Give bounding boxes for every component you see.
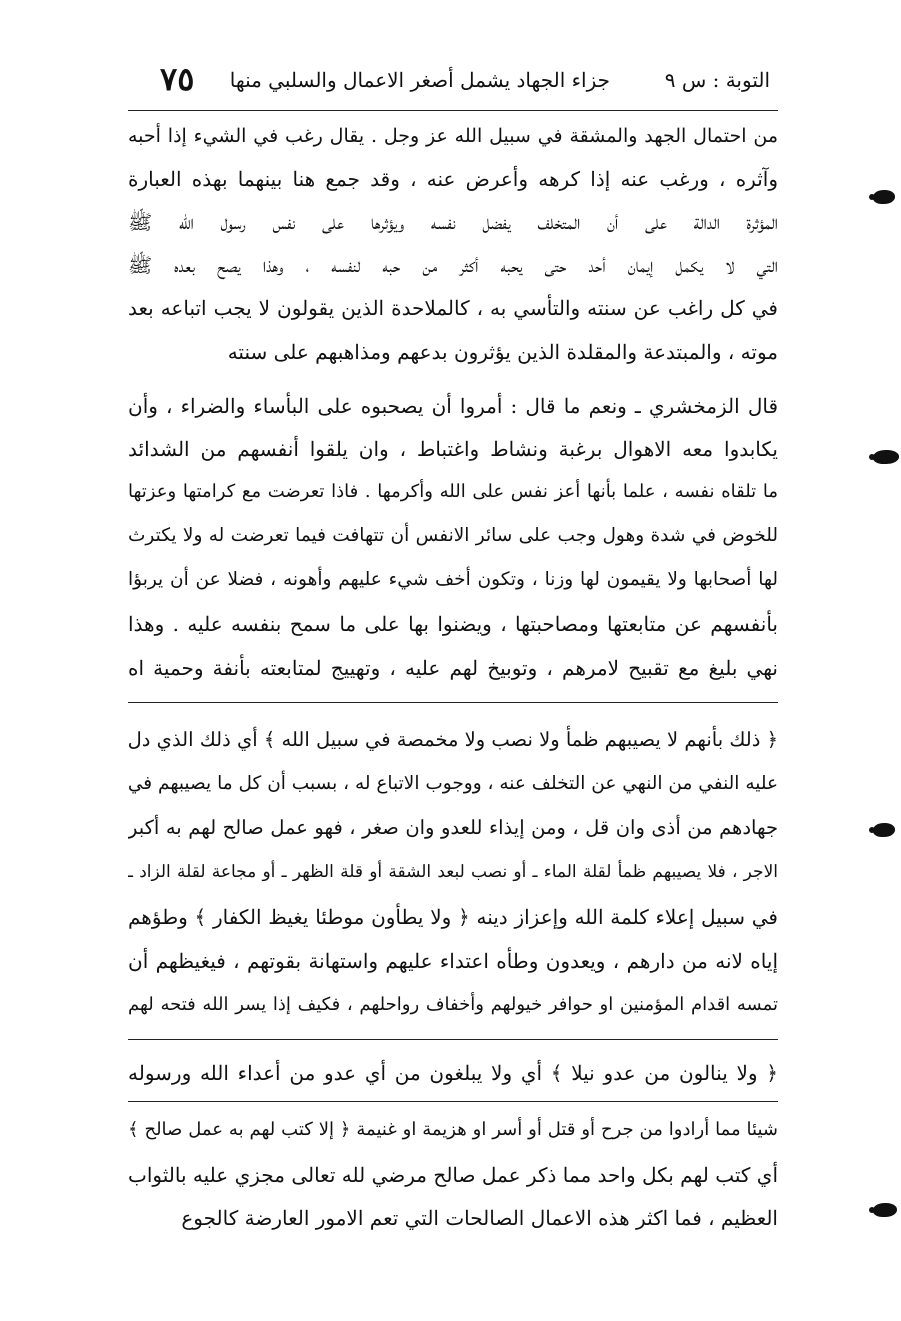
- header-rule: [128, 110, 778, 111]
- text-line: ما تلقاه نفسه ، علما بأنها أعز نفس على الله وأكرمها . فاذا تعرضت مع كرامتها وعزتها: [128, 481, 778, 502]
- text-line: الاجر ، فلا يصيبهم ظمأ لقلة الماء ـ أو نصب لبعد الشقة أو قلة الظهر ـ أو مجاعة لقلة الزاد ـ: [128, 862, 778, 882]
- text-line: التي لا يكمل إيمان أحد حتى يحبه أكثر من حبه لنفسه ، وهذا يصح بعده ﷺ: [128, 253, 778, 277]
- text-line: قال الزمخشري ـ ونعم ما قال : أمروا أن يصحبوه على البأساء والضراء ، وأن: [128, 394, 778, 418]
- text-line: شيئا مما أرادوا من جرح أو قتل أو أسر او هزيمة او غنيمة ﴿ إلا كتب لهم به عمل صالح ﴾: [128, 1119, 778, 1140]
- text-line: في كل راغب عن سنته والتأسي به ، كالملاحدة الذين يقولون لا يجب اتباعه بعد: [128, 296, 778, 320]
- text-line: جهادهم من أذى وان قل ، ومن إيذاء للعدو وان صغر ، فهو عمل صالح لهم به أكبر: [128, 816, 778, 839]
- text-line: ﴿ ولا ينالون من عدو نيلا ﴾ أي ولا يبلغون من أي عدو من أعداء الله ورسوله: [128, 1061, 778, 1085]
- text-line: يكابدوا معه الاهوال برغبة ونشاط واغتباط ، وان يلقوا أنفسهم من الشدائد: [128, 437, 778, 461]
- margin-mark: [873, 1203, 897, 1217]
- header-title: جزاء الجهاد يشمل أصغر الاعمال والسلبي منها: [229, 68, 610, 92]
- text-line: نهي بليغ مع تقبيح لامرهم ، وتوبيخ لهم عليه ، وتهييج لمتابعته بأنفة وحمية اه: [128, 656, 778, 680]
- text-line: موته ، والمبتدعة والمقلدة الذين يؤثرون بدعهم ومذاهبهم على سنته: [227, 340, 778, 364]
- text-line: للخوض في شدة وهول وجب على سائر الانفس أن تتهافت فيما تعرضت له ولا يكترث: [128, 525, 778, 546]
- header-surah-verse: التوبة : س ٩: [664, 68, 770, 92]
- section-divider: [128, 702, 778, 703]
- text-line: إياه لانه من دارهم ، ويعدون وطأه اعتداء عليهم واستهانة بقوتهم ، فيغيظهم أن: [128, 949, 778, 973]
- section-divider: [128, 1101, 778, 1102]
- text-line: لها أصحابها ولا يقيمون لها وزنا ، وتكون أخف شيء عليهم وأهونه ، فضلا عن أن يربؤا: [128, 569, 778, 590]
- section-divider: [128, 1039, 778, 1040]
- text-line: ﴿ ذلك بأنهم لا يصيبهم ظمأ ولا نصب ولا مخمصة في سبيل الله ﴾ أي ذلك الذي دل: [128, 728, 778, 751]
- margin-mark: [873, 450, 899, 464]
- text-line: وآثره ، ورغب عنه إذا كرهه وأعرض عنه ، وقد جمع هنا بينهما بهذه العبارة: [128, 167, 778, 191]
- text-line: أي كتب لهم بكل واحد مما ذكر عمل صالح مرضي لله تعالى مجزي عليه بالثواب: [128, 1163, 778, 1187]
- text-line: في سبيل إعلاء كلمة الله وإعزاز دينه ﴿ ولا يطأون موطئا يغيظ الكفار ﴾ وطؤهم: [128, 905, 778, 929]
- text-line: المؤثرة الدالة على أن المتخلف يفضل نفسه ويؤثرها على نفس رسول الله ﷺ: [128, 210, 778, 234]
- text-line: من احتمال الجهد والمشقة في سبيل الله عز وجل . يقال رغب في الشيء إذا أحبه: [128, 125, 778, 147]
- text-line: العظيم ، فما اكثر هذه الاعمال الصالحات التي تعم الامور العارضة كالجوع: [181, 1206, 778, 1230]
- text-line: تمسه اقدام المؤمنين او حوافر خيولهم وأخفاف رواحلهم ، فكيف إذا يسر الله فتحه لهم: [128, 994, 778, 1015]
- page-number: ٧٥: [160, 60, 195, 98]
- running-header: [120, 58, 770, 108]
- text-line: عليه النفي من النهي عن التخلف عنه ، ووجوب الاتباع له ، بسبب أن كل ما يصيبهم في: [128, 773, 778, 794]
- margin-mark: [873, 190, 895, 204]
- text-line: بأنفسهم عن متابعتها ومصاحبتها ، ويضنوا بها على ما سمح بنفسه عليه . وهذا: [128, 612, 778, 636]
- margin-mark: [873, 823, 895, 837]
